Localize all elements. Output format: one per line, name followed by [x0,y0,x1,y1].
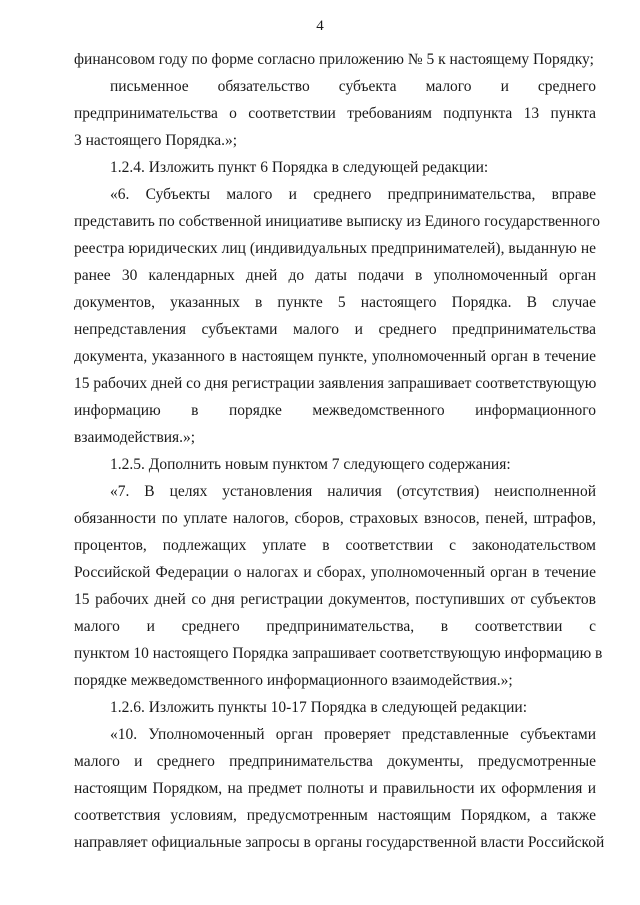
text-line: письменное обязательство субъекта малого и среднего [110,78,596,95]
text-line: настоящим Порядком, на предмет полноты и правильности их оформления и [74,780,596,797]
text-line: представить по собственной инициативе выписку из Единого государственного [74,213,600,230]
text-line: пунктом 10 настоящего Порядка запрашивает соответствующую информацию в [74,645,603,662]
text-line: 1.2.6. Изложить пункты 10-17 Порядка в следующей редакции: [110,699,528,716]
text-line: обязанности по уплате налогов, сборов, страховых взносов, пеней, штрафов, [74,510,596,527]
text-line: документа, указанного в настоящем пункте, уполномоченный орган в течение [74,348,596,365]
text-line: информацию в порядке межведомственного информационного [74,402,596,419]
text-line: реестра юридических лиц (индивидуальных предпринимателей), выданную не [74,240,596,257]
text-line: финансовом году по форме согласно приложению № 5 к настоящему Порядку; [74,51,594,68]
text-line: предпринимательства о соответствии требованиям подпункта 13 пункта [74,105,596,122]
text-line: малого и среднего предпринимательства, в соответствии с [74,618,596,635]
text-line: Российской Федерации о налогах и сборах, уполномоченный орган в течение [74,564,596,581]
document-body [74,46,605,856]
text-line: направляет официальные запросы в органы государственной власти Российской [74,834,605,851]
text-line: порядке межведомственного информационного взаимодействия.»; [74,672,513,689]
page-number: 4 [316,18,324,34]
text-line: ранее 30 календарных дней до даты подачи в уполномоченный орган [74,267,596,284]
text-line: «6. Субъекты малого и среднего предпринимательства, вправе [110,186,596,203]
text-line: 15 рабочих дней со дня регистрации заявления запрашивает соответствующую [74,375,597,392]
text-line: «7. В целях установления наличия (отсутствия) неисполненной [110,483,596,500]
text-line: малого и среднего предпринимательства документы, предусмотренные [74,753,596,770]
text-line: 1.2.5. Дополнить новым пунктом 7 следующего содержания: [110,456,511,473]
text-line: процентов, подлежащих уплате в соответствии с законодательством [74,537,596,554]
text-line: 15 рабочих дней со дня регистрации документов, поступивших от субъектов [74,591,596,608]
text-line: 1.2.4. Изложить пункт 6 Порядка в следующей редакции: [110,159,489,176]
text-line: 3 настоящего Порядка.»; [74,132,238,149]
text-line: документов, указанных в пункте 5 настоящего Порядка. В случае [74,294,596,311]
text-line: «10. Уполномоченный орган проверяет представленные субъектами [110,726,596,743]
text-line: соответствия условиям, предусмотренным настоящим Порядком, а также [74,807,596,824]
text-line: взаимодействия.»; [74,429,196,446]
text-line: непредставления субъектами малого и среднего предпринимательства [74,321,596,338]
